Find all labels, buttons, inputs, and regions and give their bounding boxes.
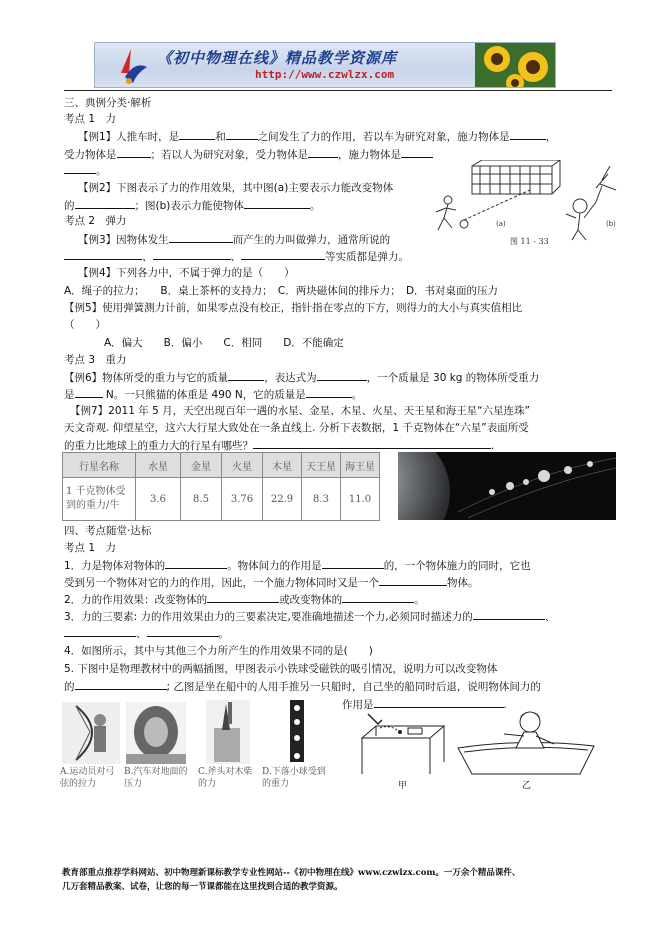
ex2-text-b: 的 (64, 200, 75, 212)
table-header: 水星 (136, 453, 181, 478)
blank[interactable] (306, 386, 352, 398)
blank[interactable] (226, 128, 258, 140)
question1-line2 (64, 574, 479, 590)
q3-text-b: 、 (544, 611, 556, 623)
ex6-text-f: 。 (351, 389, 363, 401)
blank[interactable] (75, 386, 103, 398)
sunflower-image (475, 43, 555, 87)
question3-line2 (64, 625, 229, 641)
table-cell: 22.9 (263, 478, 302, 521)
q2-text-a: 2．力的作用效果：改变物体的 (64, 594, 208, 606)
blank[interactable] (308, 146, 338, 158)
table-cell: 3.76 (222, 478, 263, 521)
example5-stem: 【例5】使用弹簧测力计前，如果零点没有校正，指针指在零点的下方，则得力的大小与真实值相比 (64, 302, 523, 314)
example5-options: A．偏大 B．偏小 C．相同 D．不能确定 (104, 337, 344, 349)
example3-line2 (64, 248, 409, 264)
table-header-row (63, 453, 380, 478)
q5-text-b: 的 (64, 681, 75, 693)
ex7-text-d: . (491, 440, 495, 452)
table-cell: 8.3 (302, 478, 341, 521)
blank[interactable] (241, 248, 325, 260)
question5-line1: 5. 下图中是物理教材中的两幅插图，甲图表示小铁球受磁铁的吸引情况，说明力可以改变物体 (64, 663, 498, 675)
blank[interactable] (253, 437, 491, 449)
blank[interactable] (165, 557, 227, 569)
table-header: 天王星 (302, 453, 341, 478)
q2-text-b: 或改变物体的 (279, 594, 343, 606)
table-header: 木星 (263, 453, 302, 478)
ex2-text-d: 。 (309, 200, 321, 212)
blank[interactable] (244, 197, 310, 209)
banner-url[interactable]: http://www.czwlzx.com (255, 68, 395, 81)
q1-text-d: 受到另一个物体对它的力的作用，因此，一个施力物体同时又是一个 (64, 577, 379, 589)
q2-text-c: 。 (414, 594, 425, 606)
table-row (63, 478, 380, 521)
table-header: 行星名称 (63, 453, 136, 478)
example7-line3 (64, 437, 494, 453)
kp1-title: 考点 1 力 (64, 113, 117, 125)
example6-line1 (64, 369, 539, 385)
ex2-text-c: ；图(b)表示力能使物体 (134, 200, 244, 212)
q3-text-d: 。 (218, 628, 229, 640)
q1-text-e: 物体。 (447, 577, 479, 589)
caption-c: C.斧头对木柴的力 (198, 767, 253, 789)
header-banner (94, 42, 556, 88)
table-cell: 8.5 (181, 478, 222, 521)
caption-b: B.汽车对地面的压力 (124, 767, 188, 789)
ex3-text-a: 【例3】因物体发生 (78, 234, 169, 246)
caption-d: D.下落小球受到的重力 (262, 767, 326, 789)
archer-image (62, 702, 120, 764)
kp3-title: 考点 3 重力 (64, 354, 127, 366)
footer-line2: 几万套精品教案、试卷，让您的每一节课都能在这里找到合适的教学资源。 (62, 882, 343, 892)
ex6-text-a: 【例6】物体所受的重力与它的质量 (64, 372, 229, 384)
blank[interactable] (64, 162, 96, 174)
figure-caption: 图 11 - 33 (510, 237, 549, 246)
ex3-text-e: 等实质都是弹力。 (325, 251, 409, 263)
ex6-text-b: ，表达式为 (264, 372, 317, 384)
table-header: 海王星 (341, 453, 380, 478)
blank[interactable] (342, 591, 414, 603)
blank[interactable] (207, 591, 279, 603)
section4-heading: 四、考点随堂·达标 (64, 525, 152, 537)
question4: 4．如图所示，其中与其他三个力所产生的作用效果不同的是( ) (64, 645, 373, 657)
blank[interactable] (169, 231, 233, 243)
ex1-text-c: 之间发生了力的作用，若以车为研究对象，施力物体是 (257, 131, 510, 143)
blank[interactable] (64, 625, 136, 637)
caption-a: A.运动员对弓弦的拉力 (60, 767, 115, 789)
example7-line1: 【例7】2011 年 5 月，天空出现百年一遇的水星、金星、木星、火星、天王星和海王星“六星连珠” (70, 405, 530, 417)
q3-text-c: 、 (136, 628, 147, 640)
table-header: 火星 (222, 453, 263, 478)
car-tire-image (126, 702, 186, 764)
ex1-text-g: ，施力物体是 (338, 149, 401, 161)
blank[interactable] (75, 678, 167, 690)
example5-paren: （ ） (64, 319, 106, 331)
ex6-text-e: N。一只熊猫的体重是 490 N，它的质量是 (102, 389, 306, 401)
question3-line1 (64, 608, 555, 624)
blank[interactable] (401, 146, 433, 158)
blank[interactable] (147, 625, 219, 637)
example4-stem: 【例4】下列各力中，不属于弹力的是（ ） (78, 267, 295, 279)
q1-text-b: 。物体间力的作用是 (227, 560, 322, 572)
blank[interactable] (64, 248, 142, 260)
ex1-text-e: 受力物体是 (64, 149, 117, 161)
question2 (64, 591, 425, 607)
table-row-label: 1 千克物体受到的重力/牛 (63, 478, 136, 521)
example4-options: A．绳子的拉力； B．桌上茶杯的支持力； C．两块磁体间的排斥力； D．书对桌面的压力 (64, 285, 499, 297)
q1-text-a: 1．力是物体对物体的 (64, 560, 166, 572)
q5-text-e: . (503, 699, 507, 711)
example3-line1 (78, 231, 390, 247)
q3-text-a: 3．力的三要素: 力的作用效果由力的三要素决定,要准确地描述一个力,必须同时描述力的 (64, 611, 473, 623)
ex1-text-b: 和 (215, 131, 226, 143)
ex1-text-h: 。 (96, 165, 107, 177)
caption-jia: 甲 (398, 781, 408, 791)
blank[interactable] (379, 574, 447, 586)
question1-line1 (64, 557, 531, 573)
section4-kp1-title: 考点 1 力 (64, 542, 117, 554)
figure-label-a: (a) (496, 220, 506, 228)
planet-gravity-table (62, 452, 380, 521)
ex7-text-c: 的重力比地球上的重力大的行星有哪些？ (64, 440, 253, 452)
table-cell: 11.0 (341, 478, 380, 521)
blank[interactable] (510, 128, 546, 140)
kp2-title: 考点 2 弹力 (64, 215, 127, 227)
magnet-ball-image (354, 708, 448, 776)
blank[interactable] (322, 557, 384, 569)
example6-line2 (64, 386, 362, 402)
q1-text-c: 的，一个物体施力的同时，它也 (383, 560, 531, 572)
ex3-text-d: 、 (230, 251, 241, 263)
footer-line1: 教育部重点推荐学科网站、初中物理新课标教学专业性网站--《初中物理在线》www.czwlzx.com。一万余个精品课件、 (62, 868, 521, 878)
blank[interactable] (153, 248, 231, 260)
example2-line2 (64, 197, 320, 213)
example2-line1: 【例2】下图表示了力的作用效果，其中图(a)主要表示力能改变物体 (78, 182, 394, 194)
ex3-text-c: 、 (142, 251, 153, 263)
site-logo-icon (103, 43, 153, 87)
table-header: 金星 (181, 453, 222, 478)
blank[interactable] (228, 369, 264, 381)
blank[interactable] (473, 608, 545, 620)
section3-heading: 三、典例分类·解析 (64, 97, 152, 109)
boat-push-image (456, 704, 596, 778)
ex1-text-f: ；若以人为研究对象，受力物体是 (150, 149, 308, 161)
blank[interactable] (75, 197, 135, 209)
ex1-text-d: ， (545, 131, 557, 143)
axe-wood-image (206, 700, 250, 764)
table-cell: 3.6 (136, 478, 181, 521)
example1-line3 (64, 162, 107, 178)
example1-line1 (78, 128, 556, 144)
ex6-text-d: 是 (64, 389, 75, 401)
example1-line2 (64, 146, 433, 162)
ex6-text-c: ，一个质量是 30 kg 的物体所受重力 (366, 372, 540, 384)
blank[interactable] (317, 369, 367, 381)
falling-ball-image (290, 700, 304, 762)
caption-yi: 乙 (522, 781, 532, 791)
q5-text-c: ; 乙图是坐在船中的人用手推另一只船时，自己坐的船同时后退，说明物体间力的 (166, 681, 541, 693)
planet-alignment-image (398, 452, 616, 520)
ex1-text-a: 【例1】人推车时，是 (78, 131, 180, 143)
example7-line2: 天文奇观. 仰望星空，这六大行星大致处在一条直线上. 分析下表数据，1 千克物体在“六星”表面所受 (64, 422, 529, 434)
question5-line2 (64, 678, 541, 694)
banner-title: 《初中物理在线》精品教学资源库 (157, 49, 398, 67)
q5-text-d: 作用是 (342, 699, 374, 711)
figure-label-b: (b) (606, 220, 616, 228)
blank[interactable] (179, 128, 215, 140)
header-rule (64, 90, 612, 91)
blank[interactable] (117, 146, 151, 158)
ex3-text-b: 而产生的力叫做弹力，通常所说的 (232, 234, 391, 246)
